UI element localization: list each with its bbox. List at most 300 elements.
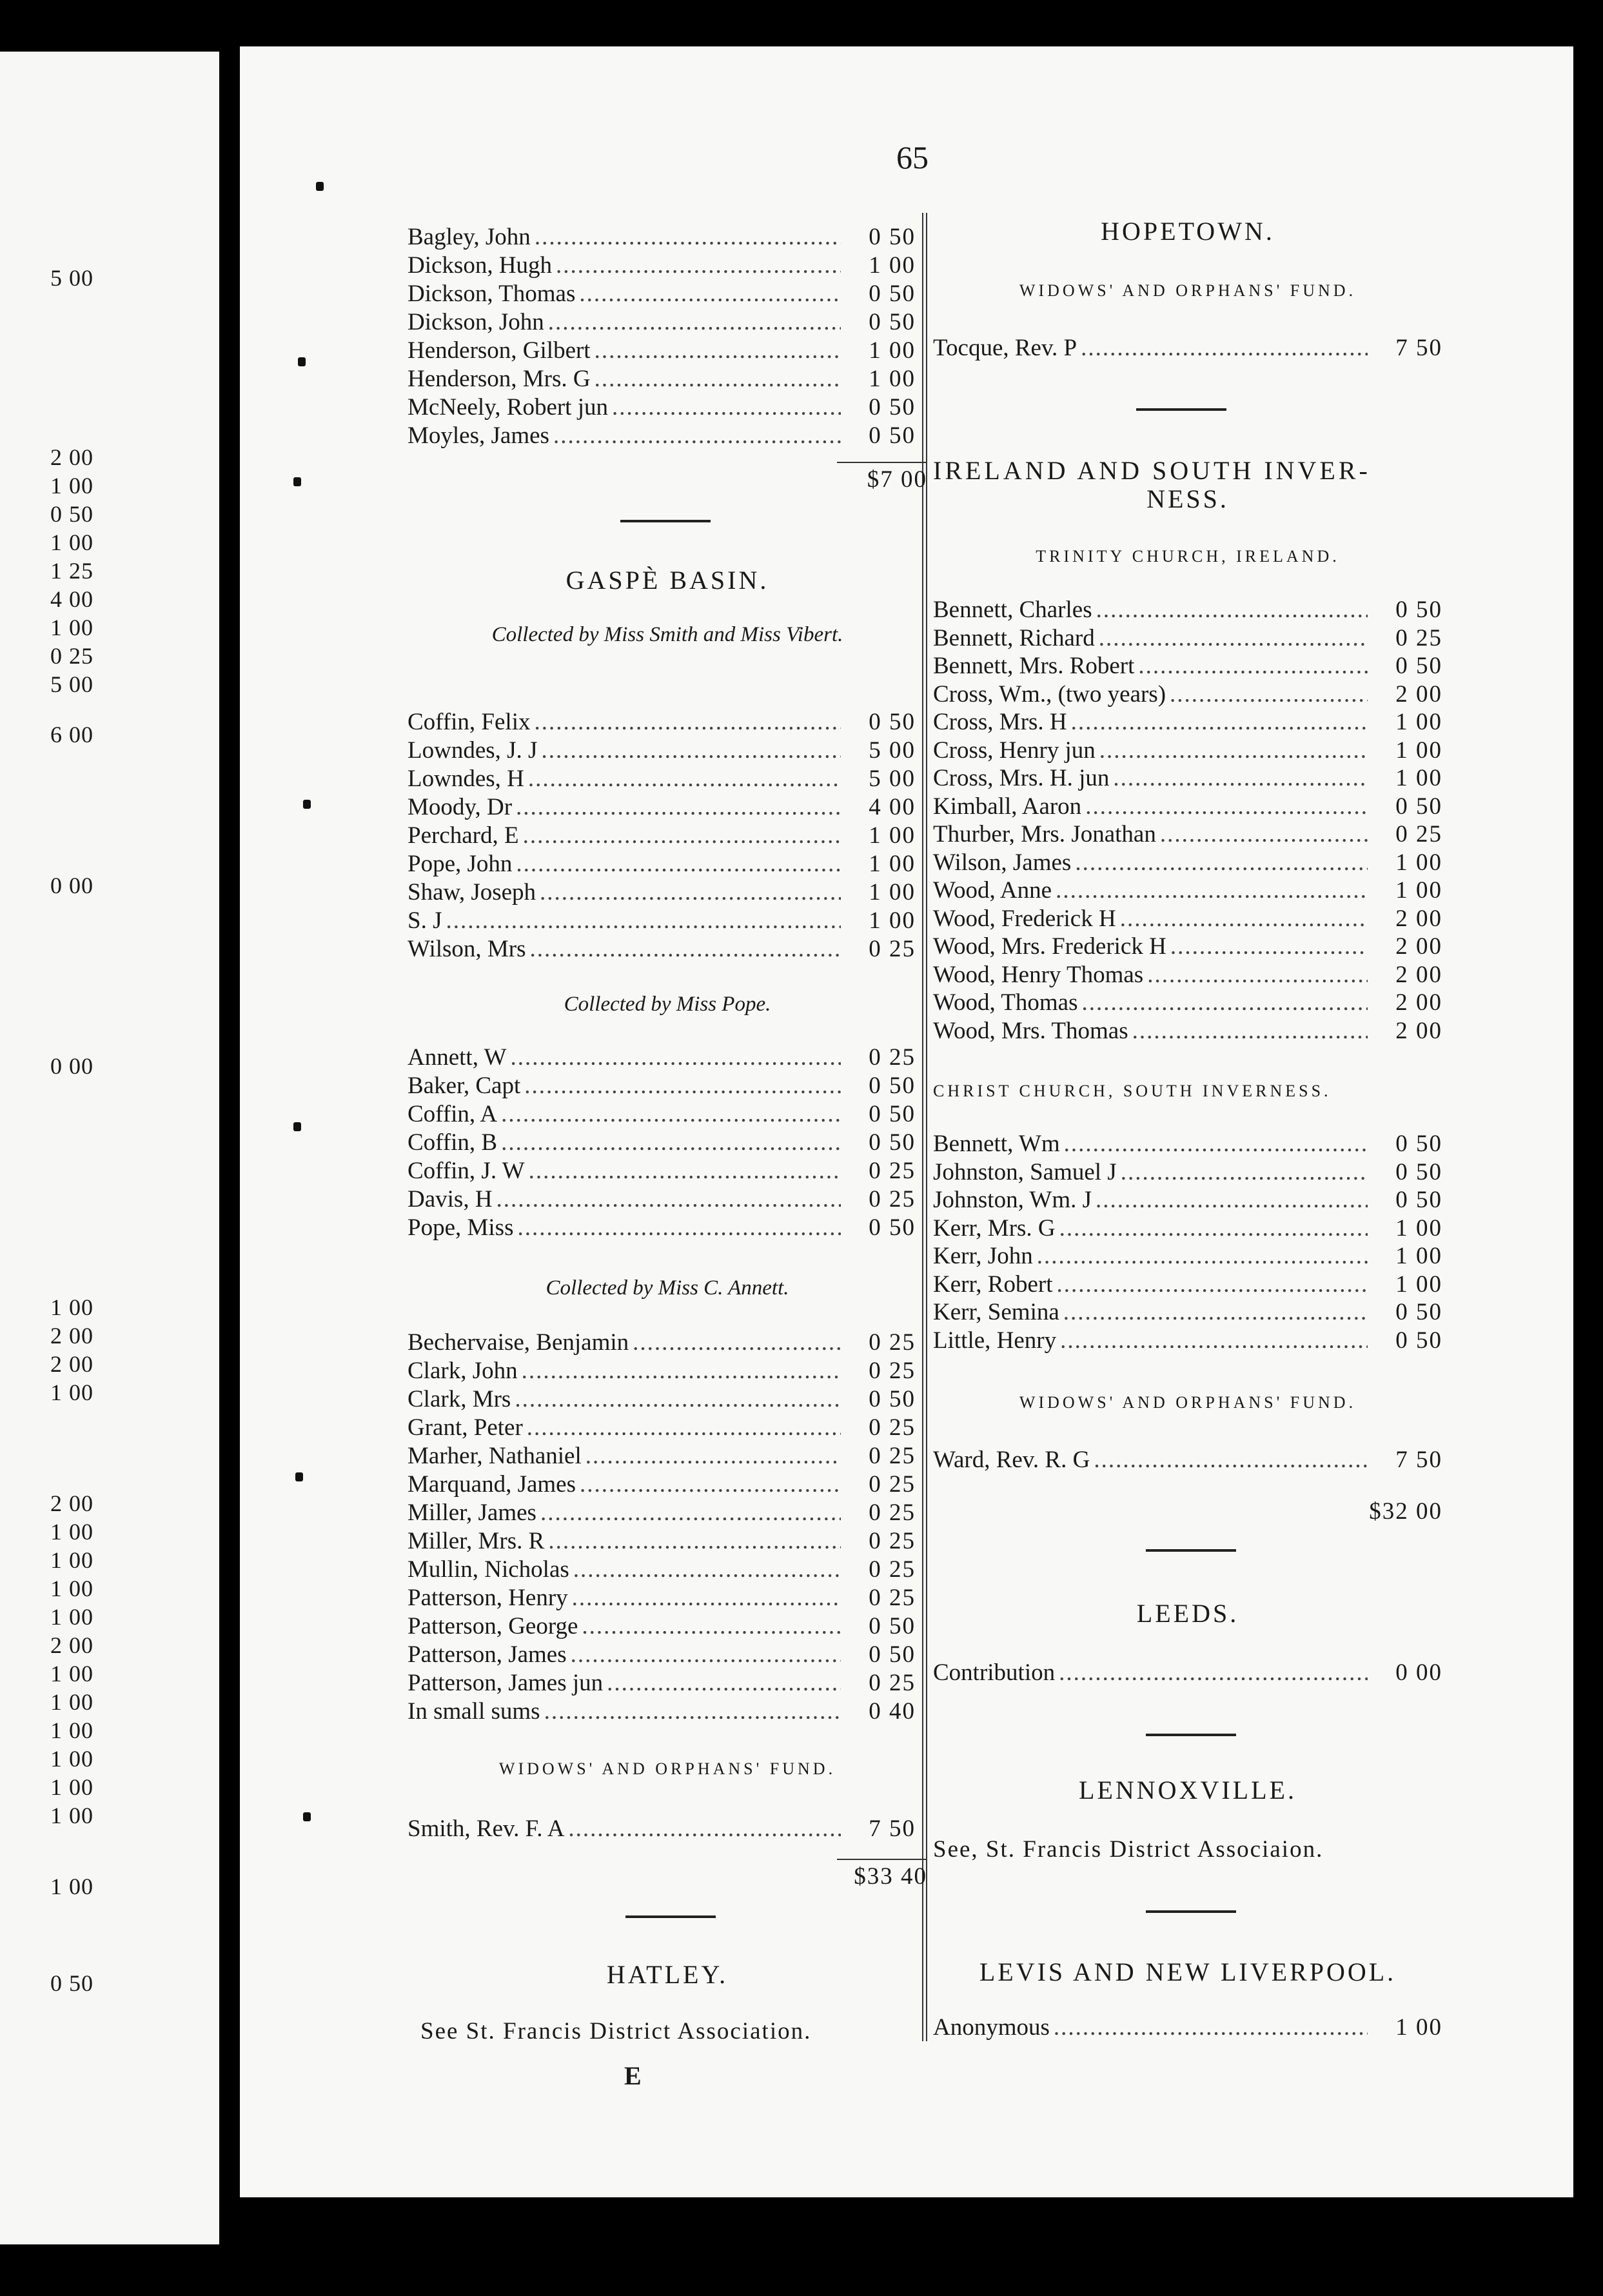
leader-dots (1147, 961, 1368, 989)
list-entry (933, 2014, 1442, 2042)
entry-name: Pope, Miss (408, 1214, 514, 1241)
leader-dots (522, 1357, 841, 1385)
entry-name: Patterson, James (408, 1641, 567, 1668)
leader-dots (1081, 334, 1368, 362)
list-entry (408, 1556, 927, 1584)
list-entry (408, 850, 927, 878)
trinity-heading: TRINITY CHURCH, IRELAND. (1036, 547, 1340, 566)
leader-dots (1064, 1130, 1368, 1158)
gutter-mark (316, 182, 324, 191)
leader-dots (1082, 989, 1368, 1017)
list-entry (408, 308, 927, 337)
leader-dots (1085, 793, 1368, 821)
entry-amount: 0 50 (869, 1386, 916, 1412)
entry-name: Dickson, Thomas (408, 281, 576, 307)
entry-amount: 0 50 (1395, 1131, 1442, 1157)
leader-dots (633, 1329, 841, 1357)
entry-amount: 0 50 (869, 394, 916, 421)
fragment-amount: 2 00 (50, 1351, 93, 1377)
entry-name: Cross, Wm., (two years) (933, 680, 1166, 708)
entry-amount: 0 25 (869, 1556, 916, 1583)
list-entry (933, 820, 1442, 849)
entry-amount: 0 50 (1395, 597, 1442, 623)
leader-dots (517, 1214, 841, 1242)
entry-name: Johnston, Samuel J (933, 1158, 1117, 1185)
fragment-amount: 1 00 (50, 615, 93, 640)
entry-amount: 0 25 (869, 1158, 916, 1184)
entry-amount: 2 00 (1395, 933, 1442, 960)
entry-name: Wilson, Mrs (408, 936, 526, 962)
entry-amount: 5 00 (869, 766, 916, 792)
fragment-amount: 1 00 (50, 1294, 93, 1320)
entry-amount: 7 50 (1395, 1447, 1442, 1473)
entry-name: Wood, Mrs. Thomas (933, 1017, 1128, 1044)
fragment-amount: 1 00 (50, 1689, 93, 1715)
list-entry (933, 737, 1442, 765)
list-entry (408, 422, 927, 450)
levis-title: LEVIS AND NEW LIVERPOOL. (979, 1957, 1397, 1986)
entry-name: McNeely, Robert jun (408, 394, 608, 421)
list-entry (933, 652, 1442, 680)
entry-amount: 2 00 (1395, 680, 1442, 708)
entry-amount: 2 00 (1395, 989, 1442, 1016)
entry-amount: 0 25 (869, 1528, 916, 1554)
leader-dots (528, 765, 841, 793)
list-entry (933, 876, 1442, 905)
gutter-mark (295, 1472, 303, 1481)
fragment-amount: 0 00 (50, 873, 93, 898)
leader-dots (1037, 1242, 1368, 1271)
right-column (933, 0, 1442, 2193)
gutter-mark (303, 1812, 311, 1821)
leader-dots (1071, 708, 1368, 737)
fragment-amount: 2 00 (50, 1490, 93, 1516)
list-entry (408, 1044, 927, 1072)
leader-dots (1054, 2014, 1368, 2042)
entry-amount: 1 00 (1395, 737, 1442, 764)
entry-name: Pope, John (408, 851, 513, 877)
entry-name: Perchard, E (408, 822, 519, 849)
leader-dots (1113, 764, 1368, 793)
entry-amount: 5 00 (869, 737, 916, 764)
entry-amount: 1 00 (869, 851, 916, 877)
gutter-mark (298, 357, 306, 366)
leader-dots (1059, 1214, 1368, 1243)
leader-dots (573, 1556, 841, 1584)
entry-name: Coffin, J. W (408, 1158, 525, 1184)
gaspe-collected-3: Collected by Miss C. Annett. (546, 1276, 789, 1300)
gaspe-collected-2: Collected by Miss Pope. (564, 993, 771, 1016)
entry-amount: 1 00 (869, 907, 916, 934)
entry-amount: 0 40 (869, 1698, 916, 1725)
leader-dots (529, 1157, 841, 1185)
lennoxville-title: LENNOXVILLE. (1079, 1776, 1297, 1805)
entry-amount: 0 25 (1395, 821, 1442, 847)
entry-name: Kimball, Aaron (933, 793, 1082, 820)
list-entry (408, 393, 927, 422)
entry-name: S. J (408, 907, 442, 934)
leader-dots (1059, 1659, 1368, 1687)
leader-dots (1170, 933, 1368, 961)
list-entry (408, 1470, 927, 1499)
leader-dots (580, 1470, 841, 1499)
fragment-amount: 1 00 (50, 1380, 93, 1405)
left-column (408, 0, 927, 2193)
entry-amount: 2 00 (1395, 905, 1442, 932)
leader-dots (1063, 1298, 1368, 1327)
separator (1146, 1910, 1236, 1913)
list-entry (408, 337, 927, 365)
list-entry (933, 1158, 1442, 1187)
leader-dots (523, 822, 841, 850)
list-entry (408, 1185, 927, 1214)
list-entry (408, 1815, 927, 1843)
entry-amount: 0 50 (1395, 1187, 1442, 1213)
entry-amount: 1 00 (1395, 1214, 1442, 1242)
leader-dots (1160, 820, 1368, 849)
leader-dots (446, 907, 841, 935)
fragment-amount: 1 00 (50, 1874, 93, 1899)
leader-dots (1057, 1271, 1368, 1299)
leader-dots (535, 708, 841, 737)
gaspe-total: $33 40 (837, 1859, 927, 1890)
leader-dots (1132, 1017, 1368, 1045)
entry-name: Cross, Mrs. H. jun (933, 765, 1110, 791)
entry-name: Shaw, Joseph (408, 879, 536, 906)
entry-name: Patterson, James jun (408, 1670, 604, 1696)
leader-dots (544, 1697, 841, 1726)
leader-dots (510, 1044, 841, 1072)
leader-dots (1056, 876, 1368, 905)
leader-dots (579, 280, 841, 308)
list-entry (408, 1100, 927, 1129)
separator (625, 1915, 716, 1918)
list-entry (933, 334, 1442, 362)
entry-name: Bagley, John (408, 224, 531, 250)
list-entry (408, 1329, 927, 1357)
entry-amount: 1 00 (1395, 765, 1442, 791)
entry-amount: 0 25 (869, 936, 916, 962)
entry-name: Coffin, Felix (408, 709, 531, 735)
leeds-title: LEEDS. (1136, 1599, 1239, 1628)
leader-dots (530, 935, 841, 964)
leader-dots (612, 393, 841, 422)
leader-dots (501, 1129, 841, 1157)
leader-dots (540, 1499, 841, 1527)
entry-amount: 0 50 (869, 1101, 916, 1127)
entry-amount: 1 00 (1395, 709, 1442, 735)
fragment-amount: 2 00 (50, 444, 93, 470)
entry-amount: 0 50 (869, 1129, 916, 1156)
entry-name: Kerr, John (933, 1243, 1033, 1269)
entry-amount: 0 50 (869, 709, 916, 735)
list-entry (408, 765, 927, 793)
list-entry (408, 1357, 927, 1385)
entry-amount: 0 50 (1395, 1158, 1442, 1185)
fragment-amount: 1 00 (50, 529, 93, 555)
list-entry (933, 596, 1442, 624)
entry-name: Dickson, Hugh (408, 252, 553, 279)
entry-name: Bennett, Wm (933, 1131, 1060, 1157)
entry-name: Moody, Dr (408, 794, 513, 820)
leader-dots (1060, 1327, 1368, 1355)
entry-amount: 0 50 (869, 309, 916, 335)
leader-dots (548, 308, 841, 337)
entry-name: Cross, Mrs. H (933, 709, 1067, 735)
entry-amount: 1 00 (869, 337, 916, 364)
fragment-amount: 1 00 (50, 1519, 93, 1545)
entry-name: Coffin, B (408, 1129, 498, 1156)
leader-dots (527, 1414, 841, 1442)
leader-dots (1120, 905, 1368, 933)
list-entry (933, 680, 1442, 709)
entry-name: In small sums (408, 1698, 540, 1725)
list-entry (408, 1214, 927, 1242)
fragment-amount: 0 50 (50, 501, 93, 527)
fragment-amount: 0 50 (50, 1970, 93, 1996)
leader-dots (1075, 849, 1368, 877)
entry-name: Clark, John (408, 1358, 518, 1384)
list-entry (408, 1129, 927, 1157)
entry-amount: 1 00 (869, 366, 916, 392)
list-entry (408, 1584, 927, 1612)
ireland-title-1: IRELAND AND SOUTH INVER- (933, 456, 1371, 485)
leader-dots (541, 737, 841, 765)
leader-dots (1094, 1446, 1368, 1474)
list-entry (933, 989, 1442, 1017)
page-number: 65 (896, 139, 929, 175)
entry-amount: 2 00 (1395, 1017, 1442, 1044)
leader-dots (582, 1612, 841, 1641)
list-entry (408, 365, 927, 393)
entry-amount: 0 25 (869, 1585, 916, 1611)
list-entry (408, 252, 927, 280)
entry-name: Wood, Thomas (933, 989, 1078, 1016)
list-entry (933, 1186, 1442, 1214)
list-entry (408, 1612, 927, 1641)
entry-name: Wood, Henry Thomas (933, 961, 1144, 988)
leader-dots (568, 1815, 841, 1843)
previous-page-fragment (0, 52, 219, 2244)
entry-amount: 0 50 (869, 1073, 916, 1099)
entry-amount: 0 50 (1395, 1327, 1442, 1354)
list-entry (408, 878, 927, 907)
list-entry (933, 1017, 1442, 1045)
fragment-amount: 1 00 (50, 1774, 93, 1800)
separator (620, 520, 711, 522)
list-entry (933, 1446, 1442, 1474)
gaspe-fund-heading: WIDOWS' AND ORPHANS' FUND. (498, 1759, 836, 1778)
list-entry (408, 1669, 927, 1697)
leader-dots (572, 1584, 841, 1612)
entry-amount: 1 00 (1395, 1271, 1442, 1298)
list-entry (933, 793, 1442, 821)
hopetown-title: HOPETOWN. (1101, 217, 1275, 246)
list-entry (408, 280, 927, 308)
entry-name: Anonymous (933, 2014, 1050, 2041)
entry-amount: 0 25 (869, 1329, 916, 1356)
christ-heading: CHRIST CHURCH, SOUTH INVERNESS. (933, 1082, 1332, 1100)
entry-name: Moyles, James (408, 422, 549, 449)
fragment-amount: 5 00 (50, 265, 93, 291)
hatley-title: HATLEY. (606, 1960, 729, 1989)
entry-amount: 0 50 (869, 1214, 916, 1241)
leader-dots (548, 1527, 841, 1556)
list-entry (408, 1414, 927, 1442)
entry-amount: 1 00 (869, 879, 916, 906)
entry-amount: 0 25 (869, 1044, 916, 1071)
list-entry (408, 935, 927, 964)
entry-amount: 2 00 (1395, 961, 1442, 988)
list-entry (408, 1385, 927, 1414)
entry-amount: 1 00 (1395, 877, 1442, 904)
entry-amount: 4 00 (869, 794, 916, 820)
fragment-amount: 1 00 (50, 1746, 93, 1772)
leader-dots (1170, 680, 1368, 709)
fragment-amount: 1 00 (50, 1547, 93, 1573)
list-entry (933, 1214, 1442, 1243)
separator (1136, 408, 1226, 411)
entry-amount: 0 50 (869, 224, 916, 250)
list-entry (933, 1659, 1442, 1687)
list-entry (933, 1298, 1442, 1327)
entry-name: Dickson, John (408, 309, 544, 335)
entry-name: Lowndes, J. J (408, 737, 538, 764)
entry-name: Davis, H (408, 1186, 493, 1212)
entry-name: Johnston, Wm. J (933, 1187, 1092, 1213)
list-entry (933, 1327, 1442, 1355)
fragment-amount: 2 00 (50, 1632, 93, 1658)
fragment-amount: 1 00 (50, 1661, 93, 1687)
leader-dots (515, 1385, 841, 1414)
ireland-fund-heading: WIDOWS' AND ORPHANS' FUND. (1019, 1393, 1357, 1412)
entry-amount: 1 00 (1395, 2014, 1442, 2041)
list-entry (408, 1641, 927, 1669)
leader-dots (1138, 652, 1368, 680)
entry-name: Wood, Mrs. Frederick H (933, 933, 1166, 960)
entry-name: Miller, Mrs. R (408, 1528, 545, 1554)
fragment-amount: 5 00 (50, 671, 93, 697)
gutter-mark (293, 477, 301, 486)
leader-dots (585, 1442, 841, 1470)
entry-name: Baker, Capt (408, 1073, 521, 1099)
entry-name: Contribution (933, 1659, 1056, 1686)
list-entry (408, 1499, 927, 1527)
fragment-amount: 2 00 (50, 1323, 93, 1349)
opening-total: $7 00 (837, 462, 927, 493)
entry-name: Patterson, George (408, 1613, 578, 1639)
entry-name: Bechervaise, Benjamin (408, 1329, 629, 1356)
entry-name: Marquand, James (408, 1471, 576, 1498)
entry-name: Annett, W (408, 1044, 507, 1071)
entry-amount: 0 50 (869, 422, 916, 449)
separator (1146, 1734, 1236, 1736)
entry-name: Bennett, Mrs. Robert (933, 653, 1135, 679)
list-entry (933, 708, 1442, 737)
entry-name: Little, Henry (933, 1327, 1057, 1354)
leader-dots (1096, 596, 1368, 624)
fragment-amount: 1 25 (50, 558, 93, 584)
fragment-amount: 1 00 (50, 1803, 93, 1828)
leader-dots (556, 252, 841, 280)
list-entry (408, 822, 927, 850)
leader-dots (497, 1185, 841, 1214)
signature-mark: E (624, 2061, 642, 2090)
entry-name: Wood, Anne (933, 877, 1052, 904)
leader-dots (516, 793, 841, 822)
entry-name: Patterson, Henry (408, 1585, 568, 1611)
leader-dots (535, 223, 841, 252)
leader-dots (571, 1641, 841, 1669)
list-entry (933, 849, 1442, 877)
list-entry (408, 1072, 927, 1100)
entry-amount: 0 50 (1395, 1299, 1442, 1325)
entry-name: Henderson, Gilbert (408, 337, 591, 364)
fragment-amount: 4 00 (50, 586, 93, 612)
fragment-amount: 0 25 (50, 643, 93, 669)
leader-dots (595, 365, 841, 393)
list-entry (933, 764, 1442, 793)
entry-name: Kerr, Robert (933, 1271, 1053, 1298)
list-entry (933, 961, 1442, 989)
leader-dots (607, 1669, 841, 1697)
entry-name: Tocque, Rev. P (933, 335, 1077, 361)
leader-dots (524, 1072, 841, 1100)
fragment-amount: 1 00 (50, 1576, 93, 1601)
entry-amount: 0 25 (869, 1443, 916, 1469)
list-entry (408, 223, 927, 252)
entry-name: Smith, Rev. F. A (408, 1816, 565, 1842)
separator (1146, 1549, 1236, 1552)
entry-name: Marher, Nathaniel (408, 1443, 582, 1469)
ireland-total: $32 00 (1369, 1498, 1442, 1525)
entry-amount: 0 50 (869, 1613, 916, 1639)
entry-amount: 0 50 (869, 1641, 916, 1668)
lennoxville-note: See, St. Francis District Associaion. (933, 1836, 1324, 1863)
entry-name: Coffin, A (408, 1101, 498, 1127)
entry-name: Wood, Frederick H (933, 905, 1116, 932)
leader-dots (1099, 624, 1368, 653)
entry-amount: 7 50 (869, 1816, 916, 1842)
entry-amount: 1 00 (1395, 1243, 1442, 1269)
list-entry (408, 907, 927, 935)
fragment-amount: 0 00 (50, 1053, 93, 1079)
leader-dots (501, 1100, 841, 1129)
list-entry (933, 905, 1442, 933)
fragment-amount: 6 00 (50, 722, 93, 747)
entry-amount: 0 00 (1395, 1659, 1442, 1686)
leader-dots (540, 878, 841, 907)
entry-amount: 0 25 (869, 1670, 916, 1696)
entry-amount: 0 25 (869, 1358, 916, 1384)
list-entry (933, 933, 1442, 961)
entry-name: Kerr, Mrs. G (933, 1214, 1056, 1242)
list-entry (408, 708, 927, 737)
list-entry (408, 737, 927, 765)
ireland-title-2: NESS. (1146, 484, 1229, 513)
list-entry (408, 1697, 927, 1726)
entry-name: Kerr, Semina (933, 1299, 1059, 1325)
leader-dots (1121, 1158, 1368, 1187)
entry-amount: 0 25 (869, 1414, 916, 1441)
list-entry (408, 1442, 927, 1470)
entry-name: Bennett, Richard (933, 624, 1095, 651)
list-entry (933, 1242, 1442, 1271)
list-entry (933, 624, 1442, 653)
entry-amount: 0 50 (1395, 653, 1442, 679)
entry-amount: 7 50 (1395, 335, 1442, 361)
entry-name: Lowndes, H (408, 766, 524, 792)
